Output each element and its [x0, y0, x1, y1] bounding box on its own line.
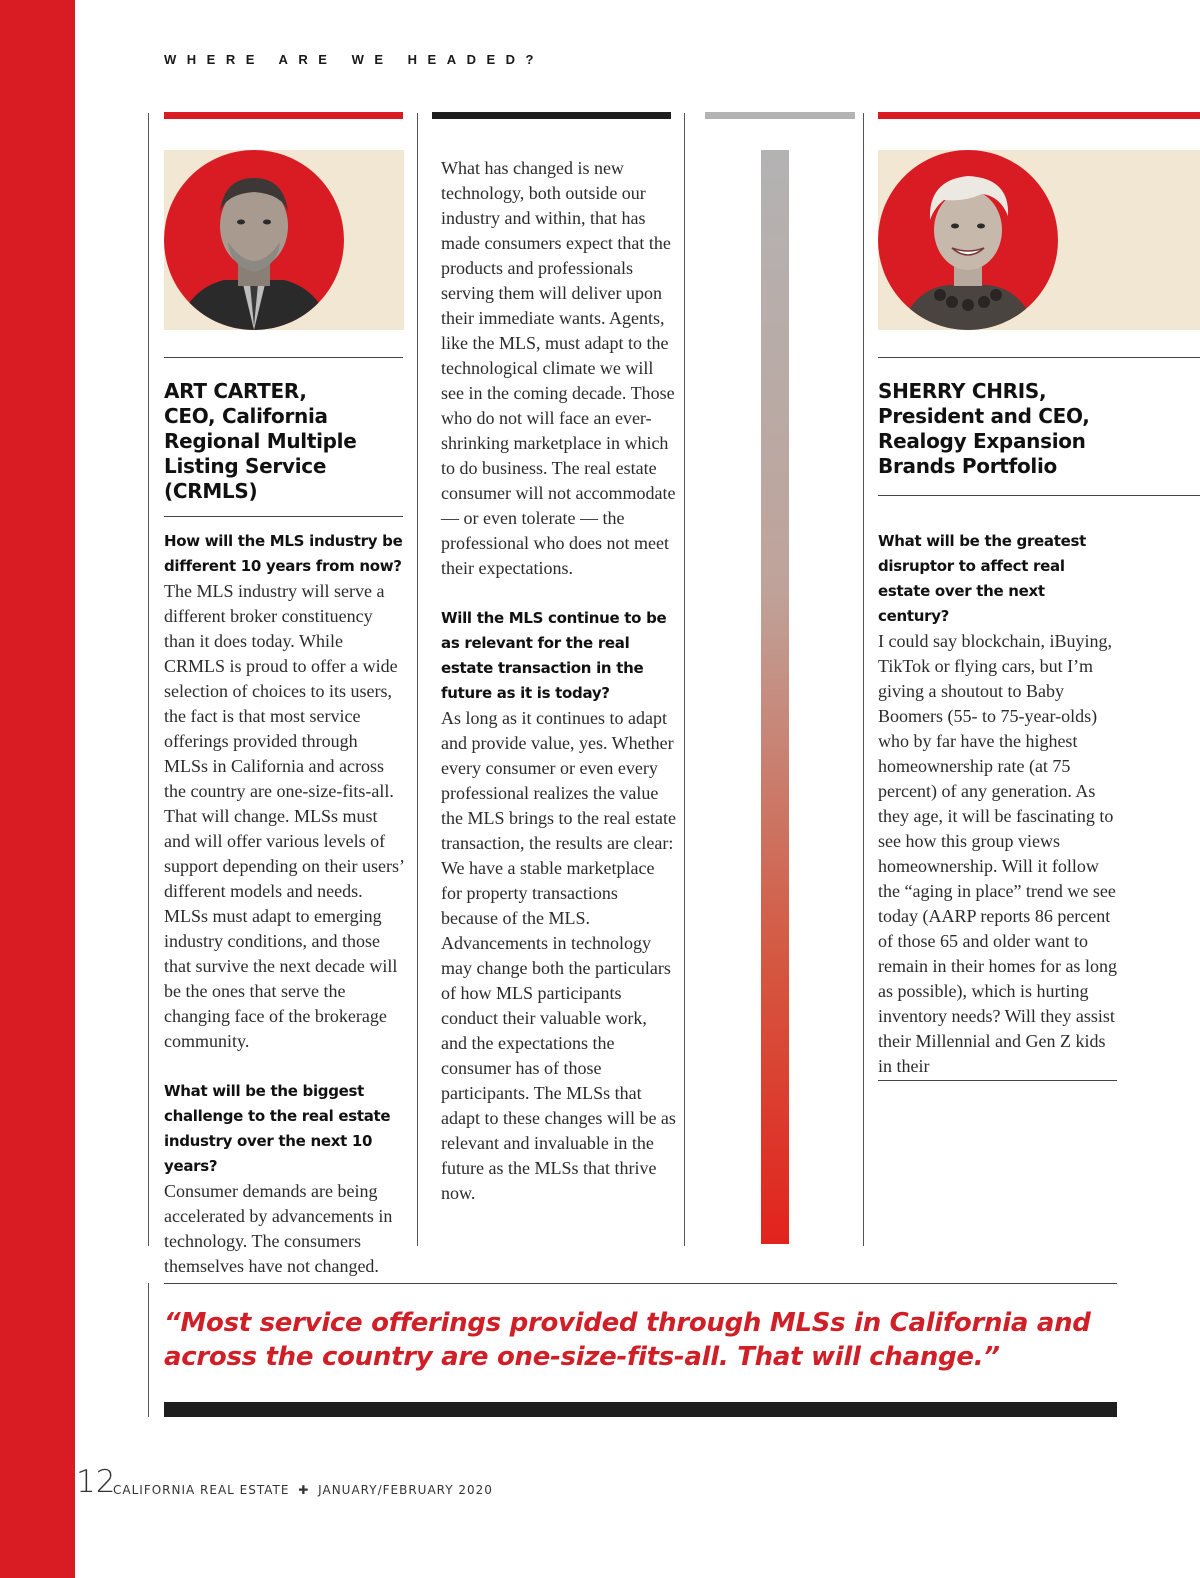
- interview-answer: I could say blockchain, iBuying, TikTok or flying cars, but I’m giving a shoutout to Baby Boomers (55- to 75-year-olds) who by far have the highest homeownership rate (at 75 percent) of any generation. As they age, it will be fascinating to see how this group views homeownership. Will it follow the “aging in place” trend we see today (AARP reports 86 percent of those 65 and older want to remain in their homes for as long as possible), which is hurting inventory needs? Will they assist their Millennial and Gen Z kids in their: [878, 631, 1117, 1076]
- interview-answer: As long as it continues to adapt and provide value, yes. Whether every consumer or even every professional realizes the value the MLS brings to the real estate transaction, the results are clear: We have a stable marketplace for property transactions because of the MLS. Advancements in technology may change both the particulars of how MLS participants conduct their valuable work, and the expectations the consumer has of those participants. The MLSs that adapt to these changes will be as relevant and invaluable in the future as the MLSs that thrive now.: [441, 708, 676, 1203]
- publication-name: CALIFORNIA REAL ESTATE: [113, 1483, 290, 1497]
- name-line: Listing Service: [164, 454, 327, 478]
- pull-quote: “Most service offerings provided through MLSs in California and across the country are one-size-fits-all. That will change.”: [164, 1308, 1091, 1372]
- issue-date: JANUARY/FEBRUARY 2020: [318, 1483, 493, 1497]
- accent-bar-red: [164, 112, 403, 119]
- left-red-margin-bar: [0, 0, 75, 1578]
- column-divider: [684, 113, 685, 1246]
- profile-name-sherry-chris: [878, 379, 1138, 479]
- name-rule-bottom: [878, 495, 1200, 496]
- interview-question: What will be the greatest disruptor to affect real estate over the next century?: [878, 532, 1086, 625]
- column-divider: [863, 113, 864, 1246]
- name-line: ART CARTER,: [164, 379, 307, 403]
- interview-answer: The MLS industry will serve a different broker constituency than it does today. While CRMLS is proud to offer a wide selection of choices to its users, the fact is that most service offerings provided through MLSs in California and across the country are one-size-fits-all. That will change. MLSs must and will offer various levels of support depending on their users’ different models and needs. MLSs must adapt to emerging industry conditions, and those that survive the next decade will be the ones that serve the changing face of the brokerage community.: [164, 581, 404, 1051]
- pull-quote-divider: [148, 1283, 149, 1417]
- portrait-sherry-chris: [878, 150, 1200, 330]
- footer-publication-line: [113, 1483, 493, 1497]
- plus-separator-icon: ✚: [298, 1483, 310, 1497]
- accent-bar-black: [432, 112, 671, 119]
- interview-question: Will the MLS continue to be as relevant for the real estate transaction in the future as it is today?: [441, 609, 667, 702]
- name-line: Regional Multiple: [164, 429, 357, 453]
- interview-question: How will the MLS industry be different 10 years from now?: [164, 532, 403, 575]
- name-line: Brands Portfolio: [878, 454, 1057, 478]
- portrait-art-carter: [164, 150, 404, 330]
- article-column-1: [164, 529, 406, 1304]
- profile-name-art-carter: [164, 379, 404, 504]
- column-end-rule: [878, 1080, 1117, 1081]
- interview-question: What will be the biggest challenge to the real estate industry over the next 10 years?: [164, 1082, 391, 1175]
- name-line: CEO, California: [164, 404, 328, 428]
- interview-answer-continued: What has changed is new technology, both outside our industry and within, that has made consumers expect that the products and professionals serving them will deliver upon their immediate wants. Agents, like the MLS, must adapt to the technological climate we will see in the coming decade. Those who do not will face an ever-shrinking marketplace in which to do business. The real estate consumer will not accommodate — or even tolerate — the professional who does not meet their expectations.: [441, 158, 676, 578]
- page-number: 12: [76, 1464, 116, 1500]
- column-divider: [417, 113, 418, 1246]
- article-column-2: [441, 156, 677, 1231]
- accent-bar-grey: [705, 112, 855, 119]
- name-line: (CRMLS): [164, 479, 258, 503]
- pull-quote-rule-top: [164, 1283, 1117, 1284]
- article-column-4: [878, 529, 1120, 1104]
- pull-quote-bar-black: [164, 1402, 1117, 1417]
- name-rule-top: [164, 357, 403, 358]
- name-rule-bottom: [164, 516, 403, 517]
- column-divider: [148, 113, 149, 1246]
- name-line: SHERRY CHRIS,: [878, 379, 1047, 403]
- accent-bar-red: [878, 112, 1200, 119]
- name-rule-top: [878, 357, 1200, 358]
- decorative-gradient-bar: [761, 150, 789, 1244]
- name-line: President and CEO,: [878, 404, 1090, 428]
- name-line: Realogy Expansion: [878, 429, 1086, 453]
- interview-answer: Consumer demands are being accelerated by advancements in technology. The consumers themselves have not changed.: [164, 1181, 393, 1276]
- section-kicker: WHERE ARE WE HEADED?: [164, 52, 544, 67]
